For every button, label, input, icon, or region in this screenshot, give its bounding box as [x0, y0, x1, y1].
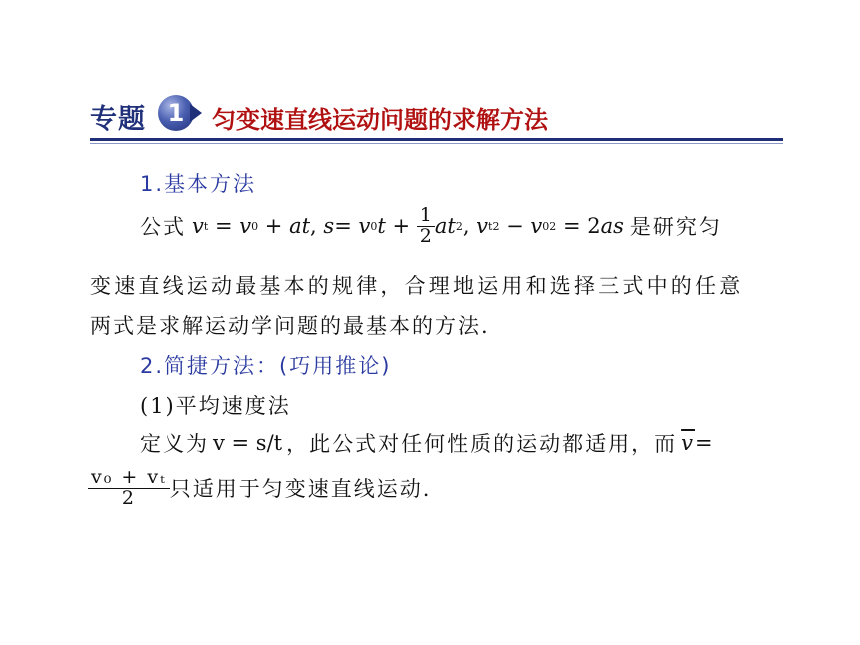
formula-line [140, 206, 722, 247]
formula-tail: 是研究匀 [629, 215, 722, 240]
fraction-one-half: $\frac{1}{2}$ [417, 206, 435, 247]
topic-title: 匀变速直线运动问题的求解方法 [212, 106, 548, 134]
v-bar-symbol: $\overline{v}$ [681, 431, 695, 455]
topic-prefix: 专题 [90, 104, 146, 135]
section-1-heading: 1.基本方法 [140, 172, 257, 196]
section-2-heading: 2.简捷方法：(巧用推论) [140, 354, 392, 378]
equals-sign: = [694, 431, 715, 455]
definition-line [140, 428, 715, 458]
formula-lead: 公式 [140, 215, 186, 240]
kinematics-formulas: v t = v 0 + at , s = v 0 t + $\frac{1}{2}$ at 2 , v t 2 − v 0 2 = 2 as [192, 204, 624, 247]
paragraph-1-line-3: 两式是求解运动学问题的最基本的方法. [90, 314, 490, 338]
definition-mid: ，此公式对任何性质的运动都适用，而 [286, 432, 678, 456]
applicability-note: 只适用于匀变速直线运动. [169, 477, 432, 502]
topic-number-badge: 1 [158, 95, 194, 131]
definition-lead: 定义为 [140, 432, 209, 456]
paragraph-1-line-2: 变速直线运动最基本的规律，合理地运用和选择三式中的任意 [90, 274, 744, 298]
header-divider [90, 138, 783, 141]
subsection-average-velocity: (1)平均速度法 [140, 394, 291, 418]
fraction-average-velocity: $\frac{\text{v₀ + vₜ}}{2}$ [88, 468, 170, 509]
average-velocity-formula: v = s/t [213, 431, 283, 455]
average-formula-line [88, 468, 431, 509]
header-divider-thin [90, 143, 783, 144]
badge-arrow-icon [190, 104, 202, 122]
